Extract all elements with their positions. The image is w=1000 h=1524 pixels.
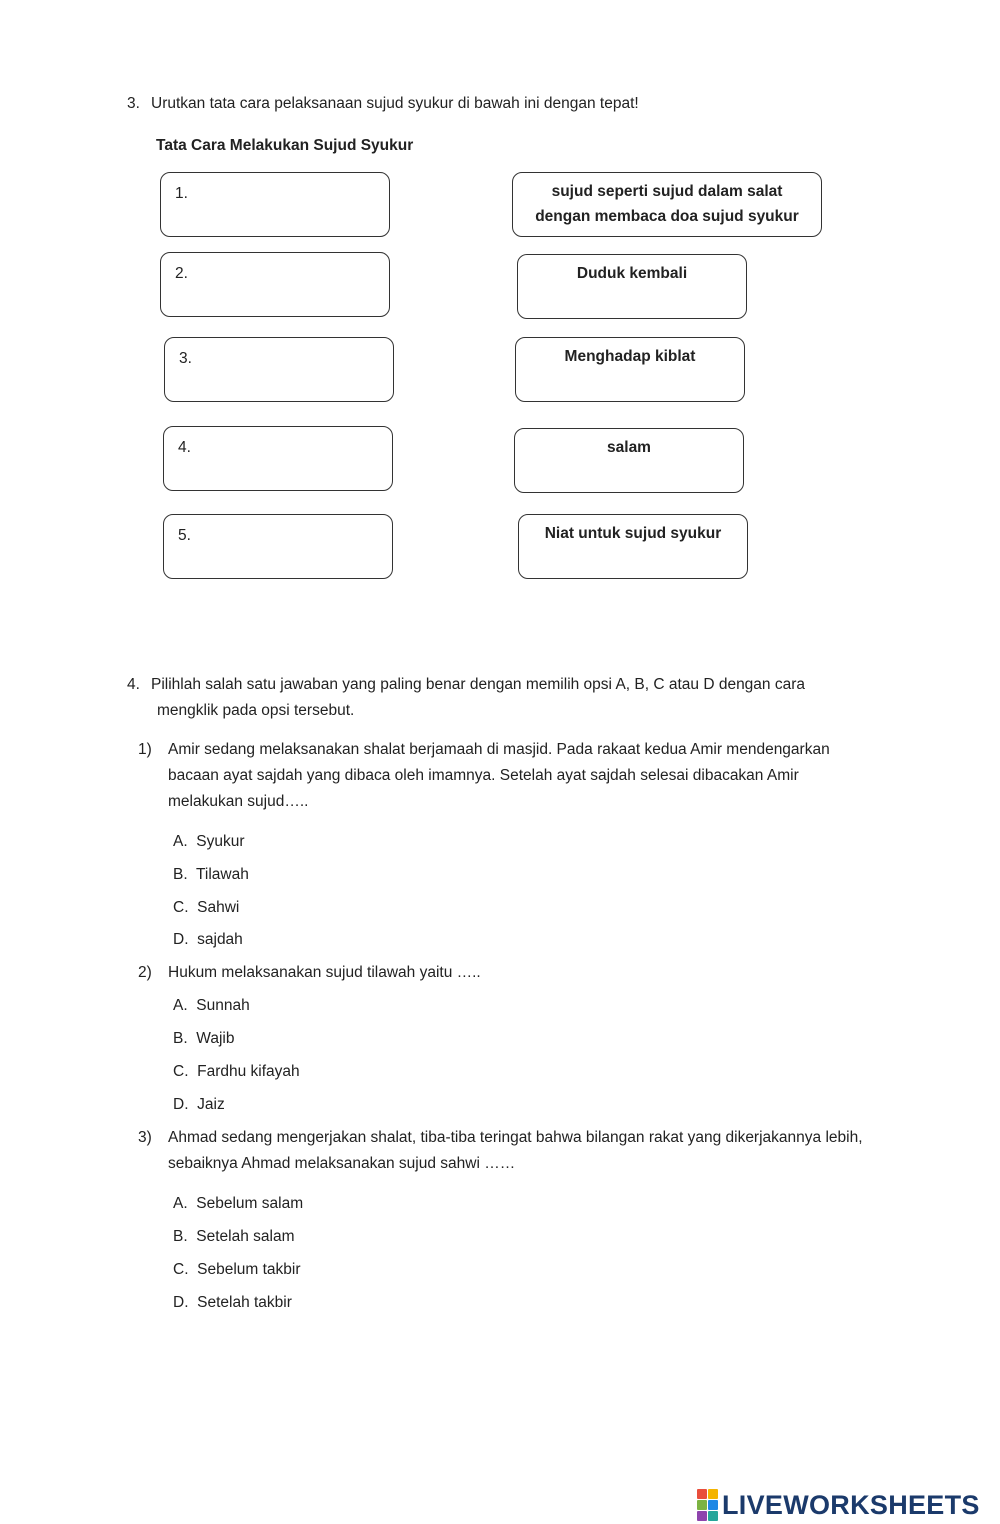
option-1d[interactable] (173, 932, 243, 948)
answer-card-niat[interactable] (518, 514, 748, 579)
option-letter: B. (173, 1030, 188, 1047)
q3-instruction: Urutkan tata cara pelaksanaan sujud syukur di bawah ini dengan tepat! (151, 95, 639, 112)
answer-card-line: Menghadap kiblat (564, 348, 696, 365)
option-letter: A. (173, 997, 188, 1014)
answer-card-line: Niat untuk sujud syukur (544, 525, 722, 542)
q4-instruction-line1: Pilihlah salah satu jawaban yang paling benar dengan memilih opsi A, B, C atau D dengan cara (151, 676, 806, 693)
option-letter: B. (173, 866, 188, 883)
slot-number: 3. (179, 350, 192, 367)
answer-card-line: sujud seperti sujud dalam salat (551, 183, 783, 200)
option-2a[interactable] (173, 998, 250, 1014)
question-text-line: bacaan ayat sajdah yang dibaca oleh imamnya. Setelah ayat sajdah selesai dibacakan Amir (168, 767, 799, 784)
question-number: 1) (138, 741, 152, 758)
option-2b[interactable] (173, 1031, 234, 1047)
option-3b[interactable] (173, 1229, 295, 1245)
option-text: Tilawah (196, 866, 249, 883)
option-text: Setelah salam (196, 1228, 295, 1245)
q4-instruction-line2: mengklik pada opsi tersebut. (157, 702, 355, 719)
slot-number: 2. (175, 265, 188, 282)
option-letter: A. (173, 833, 188, 850)
answer-card-kiblat[interactable] (515, 337, 745, 402)
option-letter: C. (173, 1063, 189, 1080)
drop-slot-5[interactable] (163, 514, 393, 579)
question-text-line: melakukan sujud….. (168, 793, 309, 810)
option-text: Sebelum takbir (197, 1261, 301, 1278)
option-3d[interactable] (173, 1295, 292, 1311)
option-text: Syukur (196, 833, 245, 850)
liveworksheets-logo (697, 1490, 980, 1520)
question-number: 3) (138, 1129, 152, 1146)
option-letter: D. (173, 1294, 189, 1311)
option-text: Setelah takbir (197, 1294, 292, 1311)
question-text-line: sebaiknya Ahmad melaksanakan sujud sahwi …… (168, 1155, 516, 1172)
option-1c[interactable] (173, 900, 239, 916)
option-letter: D. (173, 931, 189, 948)
answer-card-line: Duduk kembali (576, 265, 688, 282)
option-2c[interactable] (173, 1064, 300, 1080)
option-text: Sahwi (197, 899, 240, 916)
q3-table-title: Tata Cara Melakukan Sujud Syukur (156, 137, 414, 154)
option-text: Wajib (196, 1030, 235, 1047)
logo-text: LIVEWORKSHEETS (722, 1489, 980, 1520)
drop-slot-4[interactable] (163, 426, 393, 491)
answer-card-sujud[interactable] (512, 172, 822, 237)
logo-mark-icon (697, 1489, 718, 1521)
question-number: 2) (138, 964, 152, 981)
drop-slot-1[interactable] (160, 172, 390, 237)
option-text: Sebelum salam (196, 1195, 304, 1212)
q4-number: 4. (127, 676, 140, 693)
option-text: Fardhu kifayah (197, 1063, 300, 1080)
slot-number: 4. (178, 439, 191, 456)
option-letter: C. (173, 899, 189, 916)
drop-slot-3[interactable] (164, 337, 394, 402)
answer-card-line: salam (607, 439, 651, 456)
option-3c[interactable] (173, 1262, 301, 1278)
option-letter: C. (173, 1261, 189, 1278)
option-letter: B. (173, 1228, 188, 1245)
option-letter: D. (173, 1096, 189, 1113)
answer-card-duduk[interactable] (517, 254, 747, 319)
option-2d[interactable] (173, 1097, 225, 1113)
question-text-line: Hukum melaksanakan sujud tilawah yaitu ….. (168, 964, 481, 981)
option-text: Jaiz (197, 1096, 225, 1113)
option-letter: A. (173, 1195, 188, 1212)
option-1b[interactable] (173, 867, 249, 883)
option-text: sajdah (197, 931, 243, 948)
option-1a[interactable] (173, 834, 245, 850)
drop-slot-2[interactable] (160, 252, 390, 317)
slot-number: 1. (175, 185, 188, 202)
slot-number: 5. (178, 527, 191, 544)
answer-card-line: dengan membaca doa sujud syukur (535, 208, 799, 225)
question-text-line: Ahmad sedang mengerjakan shalat, tiba-tiba teringat bahwa bilangan rakat yang dikerjakannya lebih, (168, 1129, 863, 1146)
question-text-line: Amir sedang melaksanakan shalat berjamaah di masjid. Pada rakaat kedua Amir mendengarkan (168, 741, 830, 758)
answer-card-salam[interactable] (514, 428, 744, 493)
option-text: Sunnah (196, 997, 250, 1014)
q3-number: 3. (127, 95, 140, 112)
option-3a[interactable] (173, 1196, 303, 1212)
